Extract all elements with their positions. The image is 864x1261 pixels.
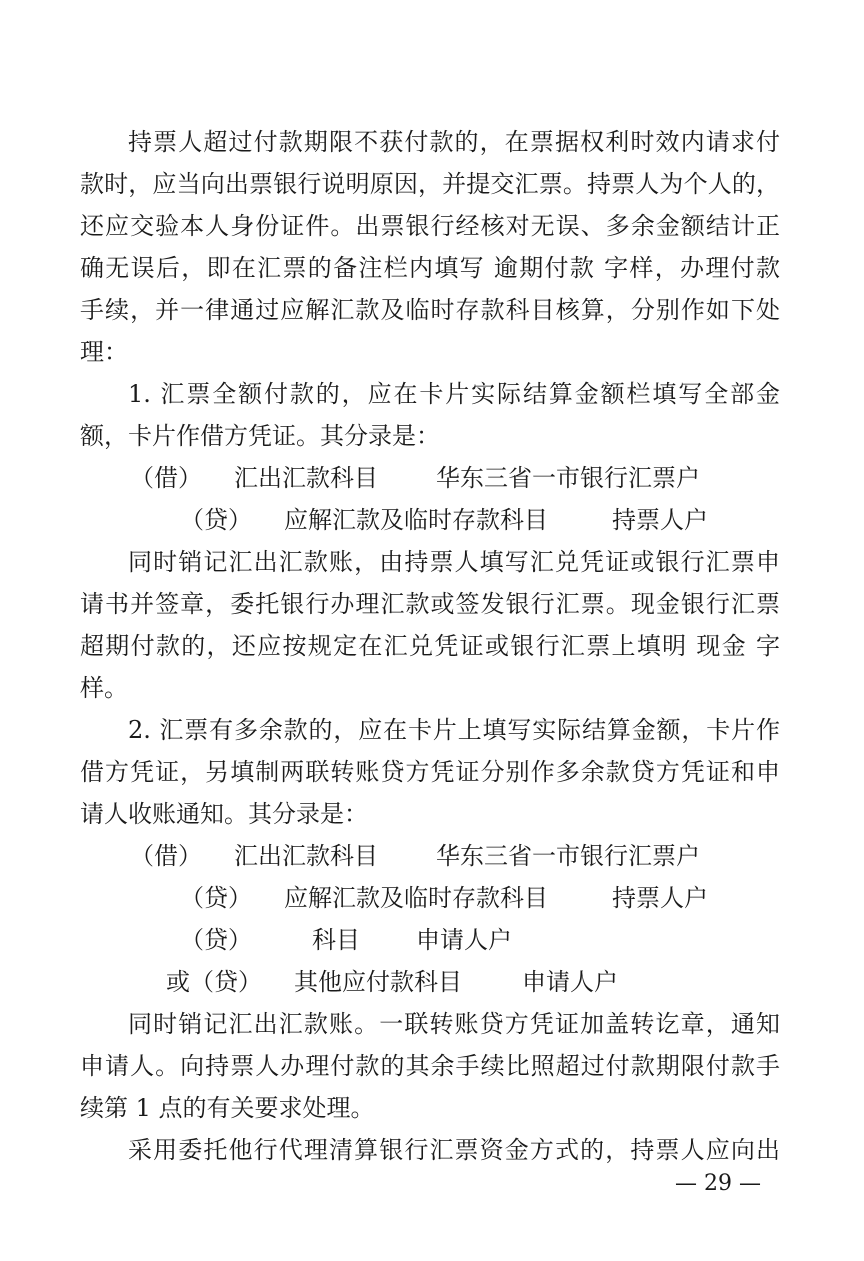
list-item-heading: 2. 汇票有多余款的，应在卡片上填写实际结算金额，卡片作 [128, 716, 780, 744]
paragraph-line: 同时销记汇出汇款账。一联转账贷方凭证加盖转讫章，通知 [128, 1010, 780, 1038]
entry-direction: （贷） [180, 506, 252, 534]
paragraph-line: 还应交验本人身份证件。出票银行经核对无误、多余金额结计正 [80, 212, 780, 240]
paragraph-line: 借方凭证，另填制两联转账贷方凭证分别作多余款贷方凭证和申 [80, 758, 780, 786]
paragraph-line: 手续，并一律通过应解汇款及临时存款科目核算，分别作如下处 [80, 296, 780, 324]
entry-direction: （贷） [180, 884, 252, 912]
entry-account: 汇出汇款科目 [234, 464, 378, 492]
entry-account: 科目 [312, 926, 360, 954]
entry-direction: （借） [130, 842, 202, 870]
paragraph-line: 确无误后，即在汇票的备注栏内填写 逾期付款 字样，办理付款 [80, 254, 780, 282]
paragraph-line: 请人收账通知。其分录是： [80, 800, 368, 828]
entry-direction: （贷） [180, 926, 252, 954]
paragraph-line: 额，卡片作借方凭证。其分录是： [80, 422, 440, 450]
entry-direction: 或（贷） [166, 968, 262, 996]
paragraph-line: 采用委托他行代理清算银行汇票资金方式的，持票人应向出 [128, 1136, 780, 1164]
paragraph-line: 请书并签章，委托银行办理汇款或签发银行汇票。现金银行汇票 [80, 590, 780, 618]
paragraph-line: 样。 [80, 674, 128, 702]
page-number: — 29 — [675, 1171, 761, 1196]
paragraph-line: 申请人。向持票人办理付款的其余手续比照超过付款期限付款手 [80, 1052, 780, 1080]
entry-sub-account: 申请人户 [522, 968, 618, 996]
entry-sub-account: 华东三省一市银行汇票户 [436, 842, 700, 870]
entry-account: 应解汇款及临时存款科目 [284, 506, 548, 534]
paragraph-line: 持票人超过付款期限不获付款的，在票据权利时效内请求付 [128, 128, 780, 156]
entry-account: 应解汇款及临时存款科目 [284, 884, 548, 912]
entry-direction: （借） [130, 464, 202, 492]
entry-sub-account: 申请人户 [416, 926, 512, 954]
paragraph-line: 超期付款的，还应按规定在汇兑凭证或银行汇票上填明 现金 字 [80, 632, 780, 660]
entry-sub-account: 持票人户 [612, 884, 708, 912]
entry-sub-account: 持票人户 [612, 506, 708, 534]
paragraph-line: 理： [80, 338, 128, 366]
paragraph-line: 同时销记汇出汇款账，由持票人填写汇兑凭证或银行汇票申 [128, 548, 780, 576]
paragraph-line: 续第 1 点的有关要求处理。 [80, 1094, 375, 1122]
entry-account: 汇出汇款科目 [234, 842, 378, 870]
paragraph-line: 款时，应当向出票银行说明原因，并提交汇票。持票人为个人的， [80, 170, 780, 198]
list-item-heading: 1. 汇票全额付款的，应在卡片实际结算金额栏填写全部金 [128, 380, 780, 408]
entry-account: 其他应付款科目 [294, 968, 462, 996]
entry-sub-account: 华东三省一市银行汇票户 [436, 464, 700, 492]
